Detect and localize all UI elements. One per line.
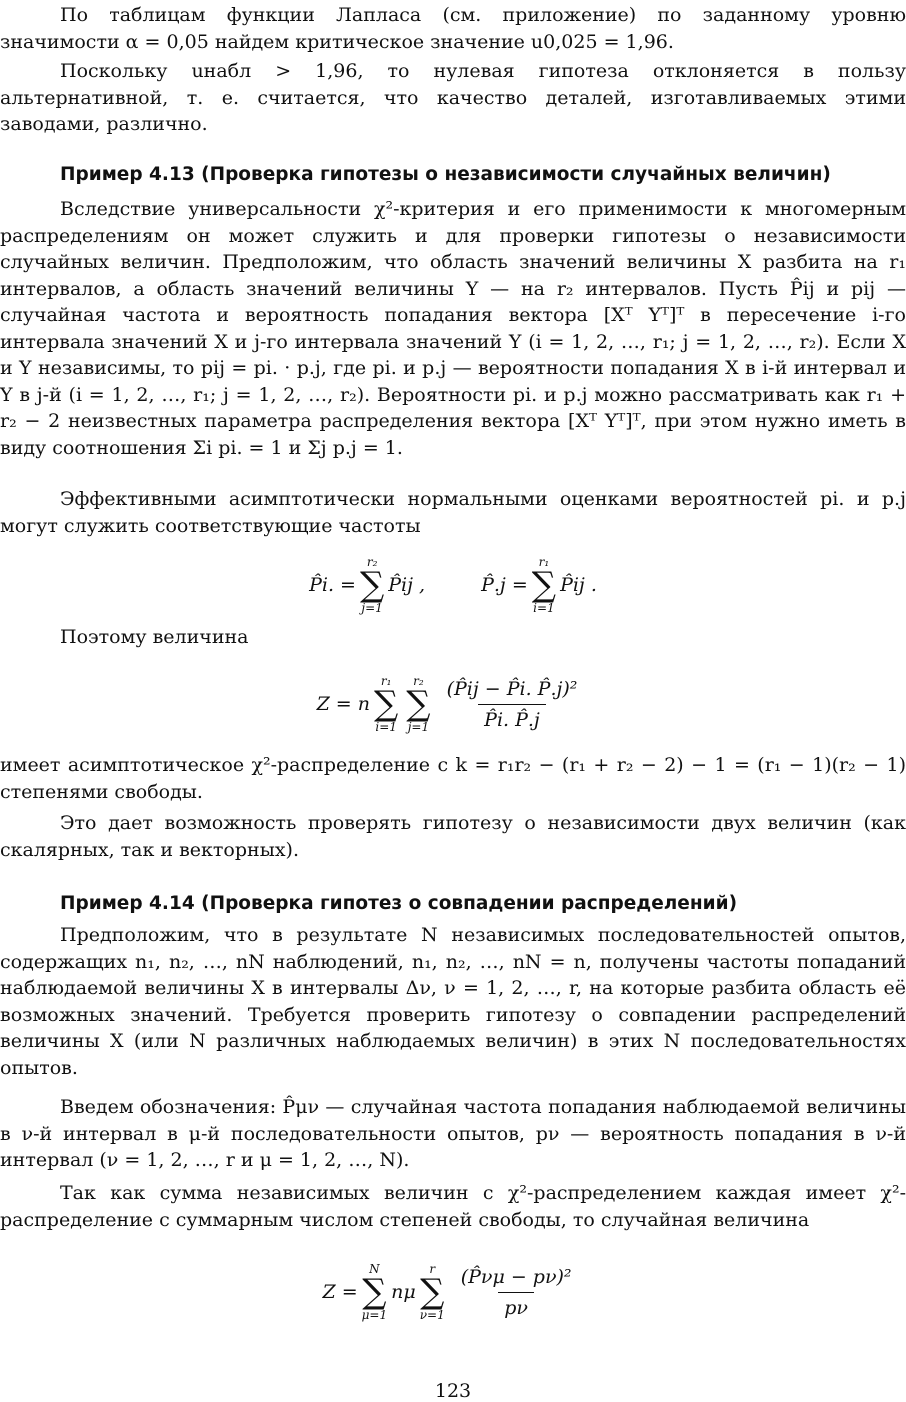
formula3-numerator: (P̂νμ − pν)² xyxy=(460,1265,572,1288)
formula1-left-lhs: P̂i. = xyxy=(309,574,356,596)
example-4-13-paragraph-5: Это дает возможность проверять гипотезу о независимости двух величин (как скалярных, так и векторных). xyxy=(0,812,906,861)
formula2-upper-j: r₂ xyxy=(413,674,424,688)
formula3-upper-mu: N xyxy=(369,1262,380,1276)
example-4-14-paragraph-2: Введем обозначения: P̂μν — случайная частота попадания наблюдаемой величины в ν-й интервал в μ-й последовательности опытов, pν — вероятность попадания в ν-й интервал (ν = 1, 2, …, r и μ = 1, 2, …, N). xyxy=(0,1096,906,1171)
formula2-lower-i: i=1 xyxy=(375,720,397,734)
formula1-right-lhs: P̂.j = xyxy=(481,574,528,596)
example-4-13-paragraph-3: Поэтому величина xyxy=(60,626,249,648)
formula3-lhs: Z = xyxy=(322,1281,358,1303)
intro-paragraph-2: Поскольку uнабл > 1,96, то нулевая гипотеза отклоняется в пользу альтернативной, т. е. считается, что качество деталей, изготавливаемых этими заводами, различно. xyxy=(0,60,906,135)
formula2-sum-j: r₂ ∑ j=1 xyxy=(406,674,431,734)
formula2-denominator: P̂i. P̂.j xyxy=(478,704,546,731)
formula1-left-term: P̂ij , xyxy=(388,574,426,596)
example-4-14-paragraph-3: Так как сумма независимых величин с χ²-распределением каждая имеет χ²-распределение с суммарным числом степеней свободы, то случайная величина xyxy=(0,1182,906,1231)
formula1-left-sum: r₂ ∑ j=1 xyxy=(359,555,385,615)
formula1-right-term: P̂ij . xyxy=(560,574,597,596)
formula3-denominator: pν xyxy=(498,1292,534,1319)
formula-z-independence xyxy=(0,662,906,746)
formula1-left-upper: r₂ xyxy=(366,555,378,569)
example-4-14-paragraph-1: Предположим, что в результате N независимых последовательностей опытов, содержащих n₁, n₂, …, nN наблюдений, n₁, n₂, …, nN = n, получены частоты попаданий наблюдаемой величины X в интервалы Δν, ν = 1, 2, …, r, на которые разбита область её возможных значений. Требуется проверить гипотезу о совпадении распределений величины X (или N различных наблюдаемых величин) в этих N последовательностях опытов. xyxy=(0,924,906,1079)
example-4-13-paragraph-1: Вследствие универсальности χ²-критерия и его применимости к многомерным распределениям он может служить и для проверки гипотезы о независимости случайных величин. Предположим, что область значений величины X разбита на r₁ интервалов, а область значений величины Y — на r₂ интервалов. Пусть P̂ij и pij — случайная частота и вероятность попадания вектора [Xᵀ Yᵀ]ᵀ в пересечение i-го интервала значений X и j-го интервала значений Y (i = 1, 2, …, r₁; j = 1, 2, …, r₂). Если X и Y независимы, то pij = pi. · p.j, где pi. и p.j — вероятности попадания X в i-й интервал и Y в j-й (i = 1, 2, …, r₁; j = 1, 2, …, r₂). Вероятности pi. и p.j можно рассматривать как r₁ + r₂ − 2 неизвестных параметра распределения вектора [Xᵀ Yᵀ]ᵀ, при этом нужно иметь в виду соотношения Σi pi. = 1 и Σj p.j = 1. xyxy=(0,198,906,459)
formula2-lower-j: j=1 xyxy=(407,720,430,734)
formula2-fraction xyxy=(441,678,584,731)
formula3-sum-nu: r ∑ ν=1 xyxy=(419,1262,445,1322)
formula2-numerator: (P̂ij − P̂i. P̂.j)² xyxy=(446,677,578,700)
formula1-right-sum: r₁ ∑ i=1 xyxy=(531,555,557,615)
formula3-lower-nu: ν=1 xyxy=(419,1308,445,1322)
example-4-13-paragraph-4: имеет асимптотическое χ²-распределение с k = r₁r₂ − (r₁ + r₂ − 2) − 1 = (r₁ − 1)(r₂ − 1) степенями свободы. xyxy=(0,754,906,803)
example-4-13-paragraph-2: Эффективными асимптотически нормальными оценками вероятностей pi. и p.j могут служить соответствующие частоты xyxy=(0,488,906,537)
formula1-left-lower: j=1 xyxy=(361,601,383,615)
formula-frequencies xyxy=(0,550,906,620)
formula2-sum-i: r₁ ∑ i=1 xyxy=(374,674,399,734)
example-4-14-heading: Пример 4.14 (Проверка гипотез о совпадении распределений) xyxy=(60,893,738,914)
formula1-right-lower: i=1 xyxy=(533,601,555,615)
formula3-fraction xyxy=(455,1266,578,1319)
formula1-right-upper: r₁ xyxy=(538,555,550,569)
page-number: 123 xyxy=(434,1380,472,1402)
intro-paragraph-1: По таблицам функции Лапласа (см. приложение) по заданному уровню значимости α = 0,05 найдем критическое значение u0,025 = 1,96. xyxy=(0,4,906,53)
formula3-mid: nμ xyxy=(391,1281,416,1303)
formula2-lhs: Z = n xyxy=(316,693,370,715)
formula-z-coincidence xyxy=(0,1250,906,1334)
example-4-13-heading: Пример 4.13 (Проверка гипотезы о независимости случайных величин) xyxy=(60,164,831,185)
formula3-sum-mu: N ∑ μ=1 xyxy=(361,1262,388,1322)
formula2-upper-i: r₁ xyxy=(380,674,392,688)
formula3-lower-mu: μ=1 xyxy=(361,1308,388,1322)
formula3-upper-nu: r xyxy=(429,1262,436,1276)
